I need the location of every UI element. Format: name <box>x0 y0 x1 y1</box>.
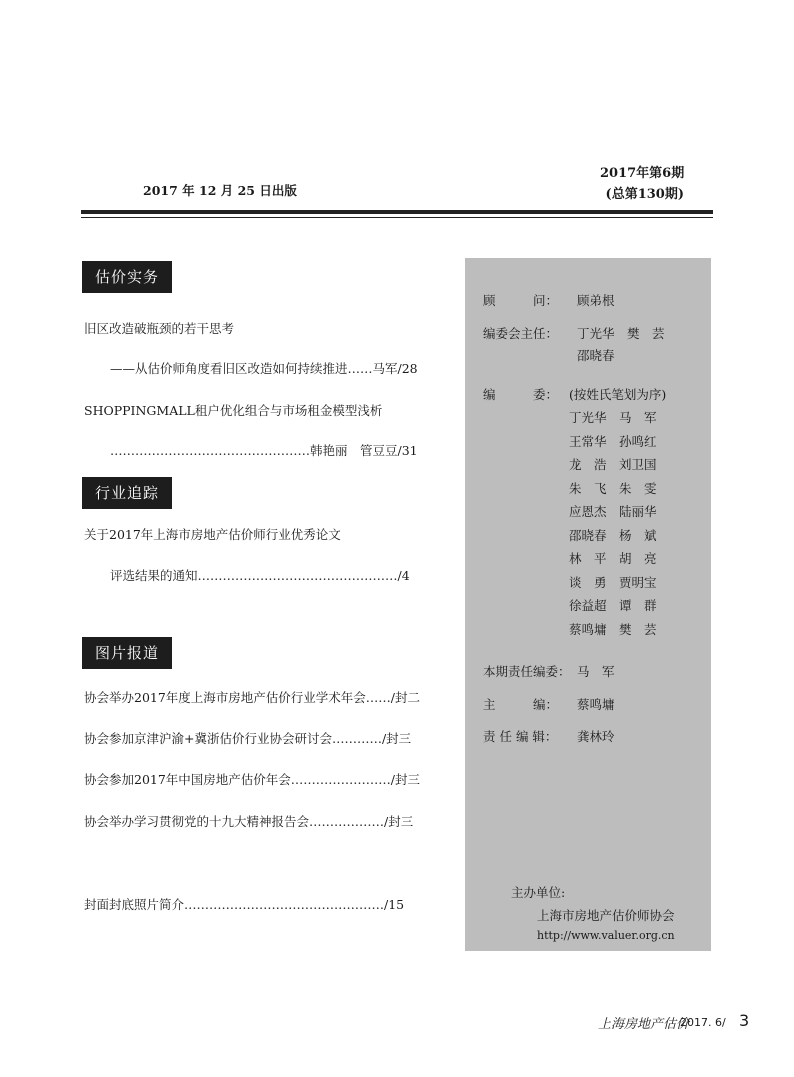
duty-editor-label: 本期责任编委： <box>483 664 571 679</box>
magazine-logo: 上海房地产估价 <box>598 1017 690 1032</box>
chief-editor-label: 主 编： <box>483 697 559 712</box>
committee-member: 应恩杰 陆丽华 <box>569 504 657 519</box>
toc-entry[interactable]: 协会举办学习贯彻党的十九大精神报告会………………/封三 <box>84 814 414 829</box>
chief-editor-name: 蔡鸣墉 <box>577 697 615 712</box>
header-rule-thin <box>81 217 713 218</box>
toc-entry[interactable]: 协会参加2017年中国房地产估价年会……………………/封三 <box>84 772 421 787</box>
committee-member: 龙 浩 刘卫国 <box>569 457 657 472</box>
publication-date: 2017 年 12 月 25 日出版 <box>143 183 297 198</box>
footer-date: 2017. 6/ <box>680 1016 726 1029</box>
section-header-practice: 估价实务 <box>82 261 172 293</box>
committee-note: (按姓氏笔划为序) <box>569 387 667 402</box>
toc-entry[interactable]: 旧区改造破瓶颈的若干思考 <box>84 321 235 336</box>
toc-entry-subtitle[interactable]: 评选结果的通知…………………………………………/4 <box>110 568 410 583</box>
committee-member: 林 平 胡 亮 <box>569 551 657 566</box>
host-label: 主办单位: <box>511 885 566 900</box>
committee-member: 徐益超 谭 群 <box>569 598 657 613</box>
toc-entry-subtitle[interactable]: ——从估价师角度看旧区改造如何持续推进……马军/28 <box>110 361 418 376</box>
advisor-name: 顾弟根 <box>577 293 615 308</box>
board-chair-names: 邵晓春 <box>577 348 615 363</box>
advisor-label: 顾 问： <box>483 293 559 308</box>
header-rule-thick <box>81 210 713 214</box>
committee-member: 丁光华 马 军 <box>569 410 657 425</box>
toc-entry-subtitle[interactable]: …………………………………………韩艳丽 管豆豆/31 <box>110 443 418 458</box>
responsible-editor-label: 责 任 编 辑： <box>483 729 558 744</box>
section-header-industry: 行业追踪 <box>82 477 172 509</box>
editorial-sidebar <box>465 258 711 951</box>
toc-entry[interactable]: SHOPPINGMALL租户优化组合与市场租金模型浅析 <box>84 403 383 418</box>
duty-editor-name: 马 军 <box>577 664 615 679</box>
host-url-link[interactable]: http://www.valuer.org.cn <box>537 929 675 942</box>
issue-number: 2017年第6期 <box>600 166 685 181</box>
committee-member: 邵晓春 杨 斌 <box>569 527 657 543</box>
board-chair-label: 编委会主任： <box>483 326 559 341</box>
committee-member: 蔡鸣墉 樊 芸 <box>569 621 657 637</box>
page-number: 3 <box>739 1011 750 1030</box>
committee-member: 王常华 孙鸣红 <box>569 433 657 449</box>
total-issue-number: (总第130期) <box>605 187 684 202</box>
toc-entry[interactable]: 协会举办2017年度上海市房地产估价行业学术年会……/封二 <box>84 690 421 705</box>
toc-entry[interactable]: 关于2017年上海市房地产估价师行业优秀论文 <box>84 527 341 542</box>
section-header-photos: 图片报道 <box>82 637 172 669</box>
toc-entry[interactable]: 协会参加京津沪渝+冀浙估价行业协会研讨会…………/封三 <box>84 731 412 746</box>
board-chair-names: 丁光华 樊 芸 <box>577 326 665 341</box>
committee-label: 编 委： <box>483 387 559 402</box>
host-organization: 上海市房地产估价师协会 <box>537 908 675 923</box>
committee-member: 谈 勇 贾明宝 <box>569 574 657 590</box>
toc-entry-cover[interactable]: 封面封底照片简介…………………………………………/15 <box>84 897 405 912</box>
responsible-editor-name: 龚林玲 <box>577 729 615 744</box>
committee-member: 朱 飞 朱 雯 <box>569 480 657 496</box>
issue-info <box>600 163 684 205</box>
